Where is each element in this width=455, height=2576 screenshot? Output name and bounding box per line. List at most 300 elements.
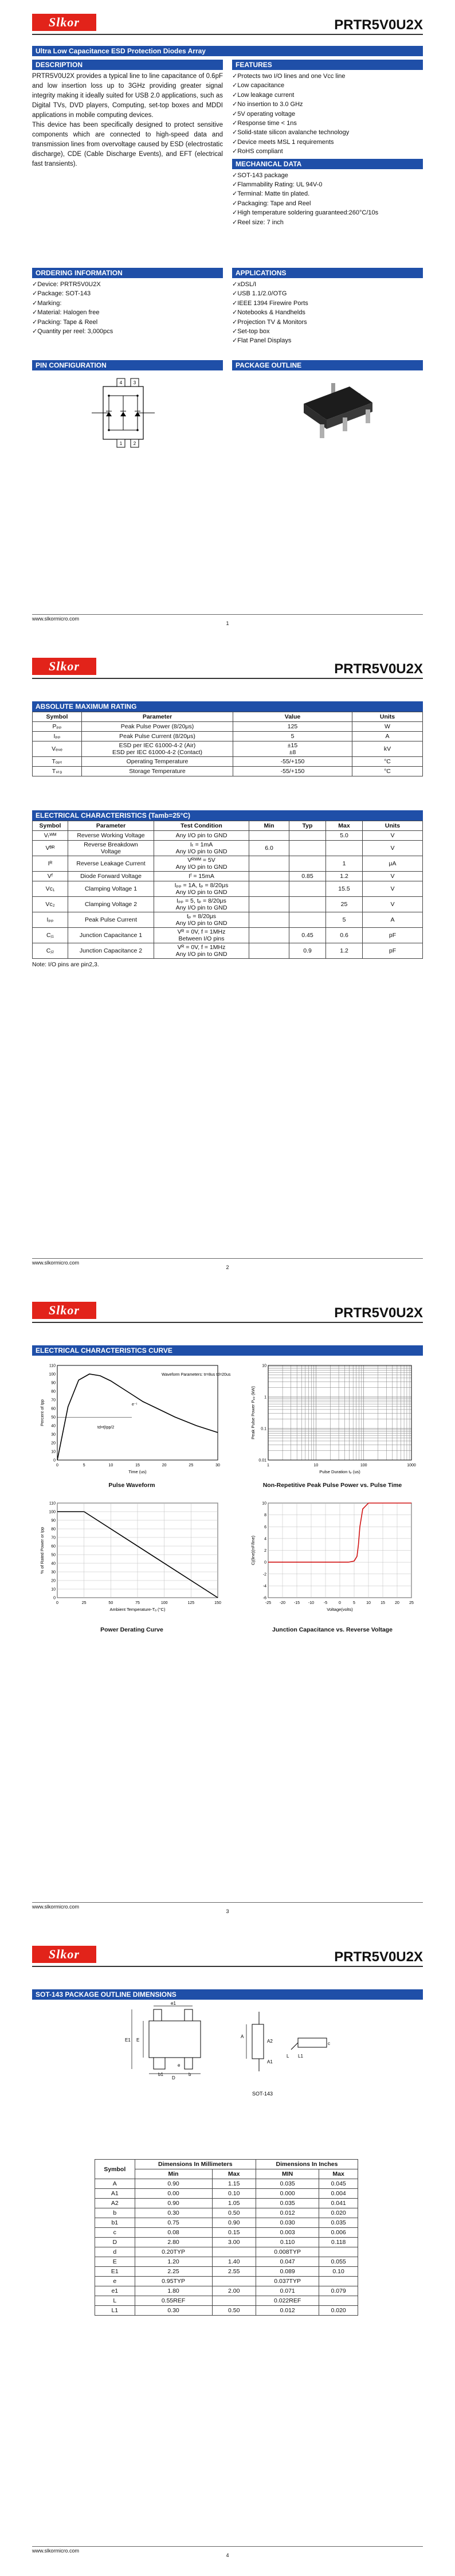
power-derating-chart xyxy=(34,1497,229,1621)
x-tick-label: 25 xyxy=(409,1601,414,1605)
table-cell: Iₚₚ = 5, tₚ = 8/20μs Any I/O pin to GND xyxy=(154,897,249,912)
table-row xyxy=(95,2218,358,2228)
table-cell: ±15 ±8 xyxy=(233,741,352,757)
x-tick-label: 10 xyxy=(366,1601,371,1605)
footer-url[interactable]: www.slkormicro.com xyxy=(32,616,80,622)
table-cell: 0.08 xyxy=(135,2228,212,2238)
y-tick-label: 60 xyxy=(51,1544,56,1549)
page-header xyxy=(32,1946,423,1968)
part-number-title: PRTR5V0U2X xyxy=(334,1949,423,1965)
table-cell: V xyxy=(363,881,423,897)
dim-label: E xyxy=(136,2038,140,2043)
ordering-item: ✓ Package: SOT-143 xyxy=(32,289,223,298)
x-tick-label: 150 xyxy=(214,1601,221,1605)
table-row xyxy=(95,2306,358,2316)
x-tick-label: -10 xyxy=(308,1601,315,1605)
chart-caption: Non-Repetitive Peak Pulse Power vs. Pulse Time xyxy=(262,1482,402,1489)
x-tick-label: 25 xyxy=(81,1601,87,1605)
table-cell: 1.05 xyxy=(212,2199,256,2208)
pin-configuration-diagram xyxy=(80,376,166,451)
footer-url[interactable]: www.slkormicro.com xyxy=(32,2548,80,2554)
table-cell: Any I/O pin to GND xyxy=(154,831,249,841)
page-header xyxy=(32,1302,423,1324)
table-cell xyxy=(319,2296,358,2306)
table-row xyxy=(95,2277,358,2286)
table-cell: pF xyxy=(363,928,423,943)
table-cell: 1.2 xyxy=(326,943,363,959)
y-tick-label: 60 xyxy=(51,1407,56,1411)
chart-caption: Power Derating Curve xyxy=(100,1626,163,1633)
dim-label: e xyxy=(178,2063,181,2068)
x-tick-label: 1000 xyxy=(407,1463,416,1467)
table-cell: Vᴄ₁ xyxy=(33,881,68,897)
outline-dimensions-title: SOT-143 PACKAGE OUTLINE DIMENSIONS xyxy=(32,1989,423,2000)
table-cell: D xyxy=(95,2238,135,2247)
x-axis-label: Pulse Duration tₚ (us) xyxy=(319,1469,360,1474)
table-cell: 0.071 xyxy=(256,2286,319,2296)
table-cell: 0.035 xyxy=(319,2218,358,2228)
x-tick-label: 20 xyxy=(395,1601,399,1605)
x-tick-label: 5 xyxy=(353,1601,355,1605)
mechanical-list xyxy=(232,171,423,227)
table-cell: 0.020 xyxy=(319,2208,358,2218)
application-item: ✓ Projection TV & Monitors xyxy=(232,318,423,327)
table-cell: E1 xyxy=(95,2267,135,2277)
y-axis-label: Percent of Ipp xyxy=(40,1399,45,1426)
y-tick-label: 90 xyxy=(51,1519,56,1523)
x-tick-label: 5 xyxy=(83,1463,85,1467)
table-row xyxy=(33,841,423,856)
table-cell: 1.40 xyxy=(212,2257,256,2267)
max-inch-header: Max xyxy=(319,2169,358,2179)
feature-item: ✓ Device meets MSL 1 requirements xyxy=(232,138,423,147)
brand-logo: Slkor xyxy=(32,14,96,31)
table-cell: V xyxy=(363,897,423,912)
package-outline-title: PACKAGE OUTLINE xyxy=(232,360,423,370)
table-row xyxy=(33,943,423,959)
table-cell: Clamping Voltage 2 xyxy=(68,897,154,912)
table-row xyxy=(33,856,423,872)
table-cell: Storage Temperature xyxy=(82,767,233,776)
table-cell xyxy=(249,881,289,897)
x-tick-label: -25 xyxy=(265,1601,272,1605)
y-tick-label: 10 xyxy=(51,1587,56,1592)
x-axis-label: Voltage(volts) xyxy=(327,1607,353,1612)
abs-max-title: ABSOLUTE MAXIMUM RATING xyxy=(32,701,423,712)
table-cell: 0.95TYP xyxy=(135,2277,212,2286)
table-cell: Cⱼ₂ xyxy=(33,943,68,959)
chart-annotation: td=t|Ipp/2 xyxy=(97,1426,115,1430)
y-tick-label: 80 xyxy=(51,1527,56,1532)
y-tick-label: 110 xyxy=(49,1364,56,1368)
ordering-item: ✓ Material: Halogen free xyxy=(32,308,223,317)
dim-label: A1 xyxy=(267,2059,273,2064)
table-cell: 125 xyxy=(233,722,352,732)
ordering-item: ✓ Device: PRTR5V0U2X xyxy=(32,280,223,289)
curves-title: ELECTRICAL CHARACTERISTICS CURVE xyxy=(32,1345,423,1356)
brand-logo: Slkor xyxy=(32,658,96,675)
table-cell: A1 xyxy=(95,2189,135,2199)
x-tick-label: 10 xyxy=(313,1463,319,1467)
ordering-item: ✓ Marking: xyxy=(32,299,223,308)
table-cell: 0.003 xyxy=(256,2228,319,2238)
table-cell: 0.45 xyxy=(289,928,326,943)
table-cell: °C xyxy=(352,767,423,776)
series-line xyxy=(57,1374,218,1460)
feature-item: ✓ Low leakage current xyxy=(232,91,423,100)
peak-pulse-power-chart xyxy=(241,1360,424,1480)
application-item: ✓ xDSL/I xyxy=(232,280,423,289)
table-cell: Peak Pulse Current xyxy=(68,912,154,928)
table-cell: 1.15 xyxy=(212,2179,256,2189)
table-cell: 1.2 xyxy=(326,872,363,881)
table-row xyxy=(95,2199,358,2208)
page-footer xyxy=(32,1902,423,1915)
footer-url[interactable]: www.slkormicro.com xyxy=(32,1260,80,1266)
plot-frame xyxy=(268,1365,411,1460)
page-header xyxy=(32,658,423,680)
table-cell: 0.9 xyxy=(289,943,326,959)
y-tick-label: 10 xyxy=(51,1450,56,1454)
table-row xyxy=(95,2296,358,2306)
column-header: Units xyxy=(363,821,423,831)
table-cell: W xyxy=(352,722,423,732)
table-row xyxy=(95,2179,358,2189)
x-tick-label: 1 xyxy=(267,1463,269,1467)
x-tick-label: 0 xyxy=(56,1463,58,1467)
table-cell: 0.90 xyxy=(135,2179,212,2189)
table-cell: Vᴿ = 0V, f = 1MHz Any I/O pin to GND xyxy=(154,943,249,959)
chart-caption: Junction Capacitance vs. Reverse Voltage xyxy=(272,1626,393,1633)
dim-label: c xyxy=(328,2041,330,2046)
description-paragraph-1: PRTR5V0U2X provides a typical line to line capacitance of 0.6pF and low insertion loss up to 3GHz providing greater signal integrity making it ideally suited for USB 2.0 applications, such as Digital TVs, DVD players, Computing, set-top boxes and MDDI applications in mobile computing devices. xyxy=(32,73,223,119)
y-tick-label: 8 xyxy=(264,1513,266,1518)
table-cell: Reverse Breakdown Voltage xyxy=(68,841,154,856)
table-cell xyxy=(212,2277,256,2286)
table-cell xyxy=(289,912,326,928)
y-tick-label: 4 xyxy=(264,1537,266,1541)
y-tick-label: 40 xyxy=(51,1562,56,1566)
table-row xyxy=(95,2228,358,2238)
table-cell: A2 xyxy=(95,2199,135,2208)
table-cell: 0.041 xyxy=(319,2199,358,2208)
table-cell: °C xyxy=(352,757,423,767)
pin-label: 4 xyxy=(119,380,123,385)
table-cell: Vᵣᵂᴹ xyxy=(33,831,68,841)
table-cell: d xyxy=(95,2247,135,2257)
max-mm-header: Max xyxy=(212,2169,256,2179)
applications-title: APPLICATIONS xyxy=(232,268,423,278)
x-tick-label: 15 xyxy=(135,1463,140,1467)
table-cell: 0.035 xyxy=(256,2179,319,2189)
table-cell: 0.10 xyxy=(212,2189,256,2199)
x-axis-label: Ambient Temperature-Tₐ (°C) xyxy=(109,1607,166,1612)
brand-logo: Slkor xyxy=(32,1302,96,1319)
package-label: SOT-143 xyxy=(252,2091,273,2097)
footer-url[interactable]: www.slkormicro.com xyxy=(32,1904,80,1910)
column-header: Test Condition xyxy=(154,821,249,831)
x-tick-label: 20 xyxy=(162,1463,167,1467)
page-1 xyxy=(0,0,455,644)
table-cell: 0.020 xyxy=(319,2306,358,2316)
table-cell: Iₚₚ xyxy=(33,732,82,741)
table-cell: V xyxy=(363,831,423,841)
page-number: 1 xyxy=(226,620,229,626)
dim-label: L1 xyxy=(298,2054,303,2059)
table-cell: Tₛₜ₉ xyxy=(33,767,82,776)
table-cell: 5.0 xyxy=(326,831,363,841)
banner-title: Ultra Low Capacitance ESD Protection Diodes Array xyxy=(32,46,423,56)
part-number-title: PRTR5V0U2X xyxy=(334,661,423,677)
table-cell: 0.20TYP xyxy=(135,2247,212,2257)
mm-group-header: Dimensions In Millimeters xyxy=(135,2160,256,2169)
table-cell: Iₚₚ = 1A, tₚ = 8/20μs Any I/O pin to GND xyxy=(154,881,249,897)
chart-annotation: Waveform Parameters: tr=8us td=20us xyxy=(162,1373,231,1377)
mechanical-item: ✓ Packaging: Tape and Reel xyxy=(232,199,423,208)
sot143-package-image xyxy=(287,373,384,447)
application-item: ✓ IEEE 1394 Firewire Ports xyxy=(232,299,423,308)
table-row xyxy=(95,2189,358,2199)
table-cell: Vᶠ xyxy=(33,872,68,881)
description-paragraph-2: This device has been specifically designed to protect sensitive components which are connected to high-speed data and transmission lines from overvoltage caused by ESD (electrostatic discharge), CDE (Cable Discharge Events), and EFT (electrical fast transients). xyxy=(32,122,223,167)
table-cell: 0.85 xyxy=(289,872,326,881)
absolute-max-rating-section xyxy=(32,701,423,776)
feature-item: ✓ No insertion to 3.0 GHz xyxy=(232,100,423,109)
chart-caption: Pulse Waveform xyxy=(108,1482,155,1489)
table-cell: b1 xyxy=(95,2218,135,2228)
table-cell: b xyxy=(95,2208,135,2218)
x-tick-label: -15 xyxy=(293,1601,300,1605)
table-cell: Tₒₚₜ xyxy=(33,757,82,767)
table-cell: 0.15 xyxy=(212,2228,256,2238)
feature-item: ✓ 5V operating voltage xyxy=(232,110,423,119)
table-cell: 0.55REF xyxy=(135,2296,212,2306)
table-cell: 5 xyxy=(233,732,352,741)
table-cell: E xyxy=(95,2257,135,2267)
electrical-characteristics-table xyxy=(32,821,423,959)
part-number-title: PRTR5V0U2X xyxy=(334,1305,423,1321)
ordering-item: ✓ Packing: Tape & Reel xyxy=(32,318,223,327)
table-cell: e xyxy=(95,2277,135,2286)
x-tick-label: 25 xyxy=(189,1463,194,1467)
x-tick-label: 100 xyxy=(160,1601,168,1605)
table-cell xyxy=(289,881,326,897)
table-cell xyxy=(212,2296,256,2306)
table-note: Note: I/O pins are pin2,3. xyxy=(32,961,99,968)
feature-item: ✓ Low capacitance xyxy=(232,81,423,90)
y-tick-label: 30 xyxy=(51,1433,56,1437)
x-tick-label: 0 xyxy=(56,1601,58,1605)
table-cell: Clamping Voltage 1 xyxy=(68,881,154,897)
table-cell xyxy=(212,2247,256,2257)
table-cell xyxy=(249,831,289,841)
table-cell: 0.079 xyxy=(319,2286,358,2296)
page-4 xyxy=(0,1932,455,2576)
table-row xyxy=(33,831,423,841)
table-cell: 0.75 xyxy=(135,2218,212,2228)
y-tick-label: 40 xyxy=(51,1424,56,1428)
y-axis-label: % of Rated Power or Ipp xyxy=(40,1527,45,1574)
y-tick-label: 70 xyxy=(51,1536,56,1540)
table-cell: 0.035 xyxy=(256,2199,319,2208)
x-tick-label: 30 xyxy=(215,1463,220,1467)
table-cell: Junction Capacitance 1 xyxy=(68,928,154,943)
table-cell: 0.50 xyxy=(212,2208,256,2218)
table-cell: 1 xyxy=(326,856,363,872)
table-cell: A xyxy=(95,2179,135,2189)
table-cell: Peak Pulse Power (8/20μs) xyxy=(82,722,233,732)
application-item: ✓ Flat Panel Displays xyxy=(232,336,423,345)
table-cell: 0.012 xyxy=(256,2208,319,2218)
chart-annotation: e⁻ᵗ xyxy=(132,1403,138,1407)
page-header xyxy=(32,14,423,36)
table-row xyxy=(33,872,423,881)
table-cell: Iᶠ = 15mA xyxy=(154,872,249,881)
y-tick-label: 50 xyxy=(51,1553,56,1558)
y-tick-label: 90 xyxy=(51,1381,56,1385)
applications-section xyxy=(232,268,423,346)
y-tick-label: 0.01 xyxy=(258,1458,266,1463)
table-cell xyxy=(319,2277,358,2286)
y-tick-label: 2 xyxy=(264,1549,266,1553)
table-cell: A xyxy=(352,732,423,741)
table-cell: 0.10 xyxy=(319,2267,358,2277)
ordering-list xyxy=(32,280,223,336)
ordering-title: ORDERING INFORMATION xyxy=(32,268,223,278)
dim-label: D xyxy=(172,2075,175,2081)
dim-label: E1 xyxy=(125,2038,131,2043)
table-cell: Diode Forward Voltage xyxy=(68,872,154,881)
table-cell: Reverse Working Voltage xyxy=(68,831,154,841)
y-tick-label: 70 xyxy=(51,1398,56,1403)
mechanical-item: ✓ SOT-143 package xyxy=(232,171,423,180)
y-tick-label: 0.1 xyxy=(261,1427,266,1431)
dim-label: A2 xyxy=(267,2039,273,2044)
min-inch-header: MIN xyxy=(256,2169,319,2179)
x-tick-label: 15 xyxy=(381,1601,385,1605)
mechanical-item: ✓ High temperature soldering guaranteed:260°C/10s xyxy=(232,208,423,217)
table-row xyxy=(95,2267,358,2277)
x-tick-label: 10 xyxy=(108,1463,113,1467)
dimensions-table xyxy=(95,2159,358,2316)
column-header: Max xyxy=(326,821,363,831)
y-tick-label: 20 xyxy=(51,1579,56,1583)
pin-label: 2 xyxy=(133,441,136,446)
abs-max-table xyxy=(32,712,423,776)
table-cell: 6.0 xyxy=(249,841,289,856)
table-cell xyxy=(249,856,289,872)
column-header: Min xyxy=(249,821,289,831)
table-cell: 2.00 xyxy=(212,2286,256,2296)
page-2 xyxy=(0,644,455,1288)
table-cell: 0.047 xyxy=(256,2257,319,2267)
y-tick-label: 0 xyxy=(53,1596,56,1601)
table-cell: 0.055 xyxy=(319,2257,358,2267)
feature-item: ✓ Solid-state silicon avalanche technology xyxy=(232,128,423,137)
brand-logo: Slkor xyxy=(32,1946,96,1963)
table-cell: pF xyxy=(363,943,423,959)
y-tick-label: 100 xyxy=(49,1510,56,1515)
dim-label: b1 xyxy=(158,2072,163,2077)
part-number-title: PRTR5V0U2X xyxy=(334,17,423,33)
y-tick-label: -6 xyxy=(262,1596,266,1601)
inch-group-header: Dimensions In Inches xyxy=(256,2160,358,2169)
table-row xyxy=(95,2247,358,2257)
table-cell: Reverse Leakage Current xyxy=(68,856,154,872)
log-grid xyxy=(268,1365,411,1460)
page-footer xyxy=(32,2546,423,2559)
table-cell: 0.50 xyxy=(212,2306,256,2316)
column-header: Parameter xyxy=(82,712,233,722)
table-cell: Iₜ = 1mA Any I/O pin to GND xyxy=(154,841,249,856)
table-cell: 0.022REF xyxy=(256,2296,319,2306)
dim-label: e1 xyxy=(171,2001,176,2006)
table-cell xyxy=(249,872,289,881)
features-section xyxy=(232,60,423,227)
table-cell: Pₚₚ xyxy=(33,722,82,732)
table-cell: 2.25 xyxy=(135,2267,212,2277)
x-tick-label: 75 xyxy=(135,1601,140,1605)
page-footer xyxy=(32,1258,423,1271)
table-cell: 1.80 xyxy=(135,2286,212,2296)
y-tick-label: 0 xyxy=(264,1560,266,1565)
table-cell: L xyxy=(95,2296,135,2306)
table-cell: Operating Temperature xyxy=(82,757,233,767)
application-item: ✓ Set-top box xyxy=(232,327,423,336)
description-title: DESCRIPTION xyxy=(32,60,223,70)
junction-capacitance-chart xyxy=(241,1497,424,1621)
dim-label: A xyxy=(241,2034,244,2039)
table-cell: 15.5 xyxy=(326,881,363,897)
applications-list xyxy=(232,280,423,346)
table-cell xyxy=(249,928,289,943)
table-cell: 0.000 xyxy=(256,2189,319,2199)
application-item: ✓ Notebooks & Handhelds xyxy=(232,308,423,317)
y-tick-label: 50 xyxy=(51,1415,56,1420)
x-tick-label: -20 xyxy=(279,1601,286,1605)
table-cell: 25 xyxy=(326,897,363,912)
package-outline-drawing xyxy=(109,2001,361,2124)
y-tick-label: 6 xyxy=(264,1525,266,1529)
y-axis-label: Cj(line)(nF/line) xyxy=(250,1535,256,1566)
table-row xyxy=(95,2238,358,2247)
table-cell xyxy=(289,897,326,912)
mechanical-title: MECHANICAL DATA xyxy=(232,159,423,169)
table-cell: 0.118 xyxy=(319,2238,358,2247)
application-item: ✓ USB 1.1/2.0/OTG xyxy=(232,289,423,298)
table-cell: 0.037TYP xyxy=(256,2277,319,2286)
table-cell: Vᴿᵂᴹ = 5V Any I/O pin to GND xyxy=(154,856,249,872)
table-cell: -55/+150 xyxy=(233,767,352,776)
table-cell: V xyxy=(363,841,423,856)
y-tick-label: 1 xyxy=(264,1395,266,1400)
features-title: FEATURES xyxy=(232,60,423,70)
plot-frame xyxy=(57,1365,218,1460)
table-cell xyxy=(249,912,289,928)
table-cell: e1 xyxy=(95,2286,135,2296)
table-cell: Vₑₛₑ xyxy=(33,741,82,757)
table-cell: L1 xyxy=(95,2306,135,2316)
table-cell: Junction Capacitance 2 xyxy=(68,943,154,959)
y-tick-label: -2 xyxy=(262,1572,266,1577)
pulse-waveform-chart xyxy=(34,1360,229,1480)
table-cell: 0.30 xyxy=(135,2306,212,2316)
table-cell: μA xyxy=(363,856,423,872)
table-row xyxy=(33,757,423,767)
table-row xyxy=(95,2257,358,2267)
min-mm-header: Min xyxy=(135,2169,212,2179)
table-row xyxy=(33,897,423,912)
